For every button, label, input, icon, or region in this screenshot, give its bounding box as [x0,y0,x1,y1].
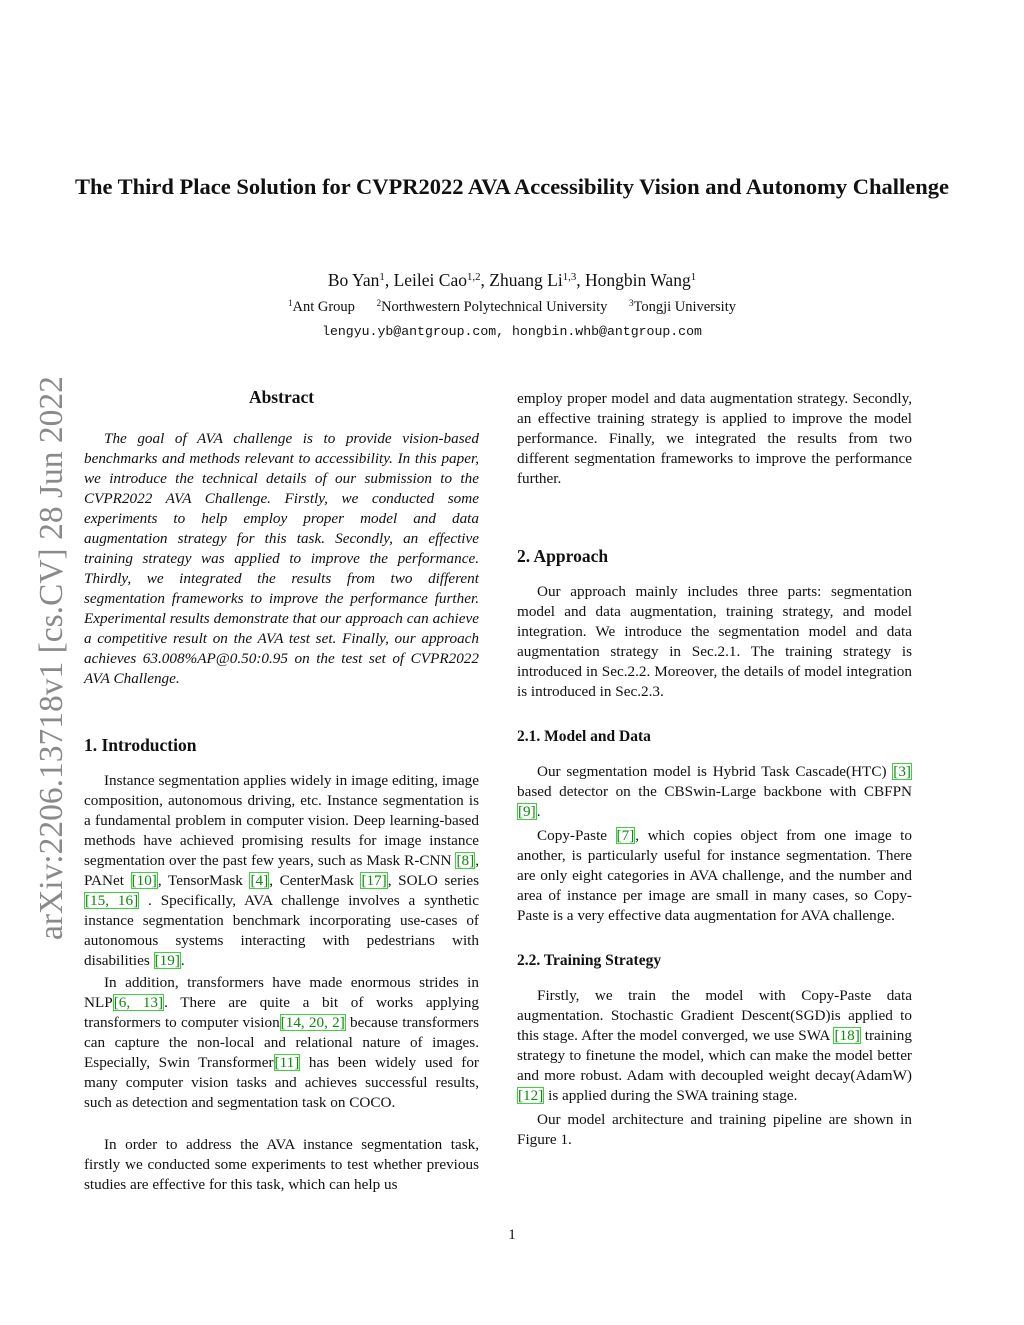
approach-paragraph: Our approach mainly includes three parts: segmentation model and data augmentation, training strategy, and model integration. We introduce the segmentation model and data augmentation strategy in Sec.2.1. The training strategy is introduced in Sec.2.2. Moreover, the details of model integration is introduced in Sec.2.3. [517,583,912,700]
abstract-heading: Abstract [248,387,315,407]
left-column [84,385,479,1195]
affiliation [377,299,608,315]
text-run: because transformers can capture the non-local and relational nature of images. Especially, Swin Transformer [84,1014,479,1071]
author-affil-sup: 1,2 [466,271,481,284]
affiliation-sup: 3 [629,298,634,309]
author-name: Hongbin Wang [585,270,691,290]
citation-link[interactable]: [10] [131,872,157,889]
author-emails: lengyu.yb@antgroup.com, hongbin.whb@antgroup.com [322,324,702,339]
text-run: training strategy to finetune the model, which can make the model better and more robust. Adam with decoupled weight decay(AdamW) [517,1027,912,1084]
citation-link[interactable]: [6, 13] [113,994,164,1011]
text-run: Copy-Paste [537,827,616,844]
text-run: . [180,952,185,969]
page-number: 1 [508,1227,516,1243]
author-name: Zhuang Li [489,270,563,290]
author-affil-sup: 1 [379,271,385,284]
citation-link[interactable]: [7] [616,827,635,844]
subsection-heading-model-data: 2.1. Model and Data [517,728,651,745]
intro-paragraph-1 [84,771,479,971]
text-run: . [536,803,541,820]
citation-link[interactable]: [17] [361,872,387,889]
text-run: . Specifically, AVA challenge involves a synthetic instance segmentation benchmark incorporating use-cases of autonomous systems interacting with pedestrians with disabilities [84,892,479,969]
citation-link[interactable]: [8] [456,852,475,869]
intro-paragraph-continued: employ proper model and data augmentation strategy. Secondly, an effective training strategy is applied to improve the model performance. Finally, we integrated the results from two different segmentation frameworks to improve the performance further. [517,390,912,487]
citation-link[interactable]: [14, 20, 2] [280,1014,345,1031]
paper-title: The Third Place Solution for CVPR2022 AVA Accessibility Vision and Autonomy Challenge [74,174,950,199]
arxiv-identifier: arXiv:2206.13718v1 [cs.CV] 28 Jun 2022 [33,376,70,940]
author-affil-sup: 1,3 [562,271,577,284]
subsection-heading-training-strategy: 2.2. Training Strategy [517,952,662,969]
section-heading-approach: 2. Approach [517,546,609,566]
citation-link[interactable]: [19] [154,952,180,969]
text-run: is applied during the SWA training stage. [544,1087,798,1104]
text-run: has been widely used for many computer vision tasks and achieves successful results, such as detection and segmentation task on COCO. [84,1054,479,1111]
training-strategy-paragraph-2: Our model architecture and training pipeline are shown in Figure 1. [517,1111,912,1148]
text-run: Our segmentation model is Hybrid Task Cascade(HTC) [537,763,893,780]
section-heading-introduction: 1. Introduction [84,735,197,755]
citation-link[interactable]: [11] [274,1054,300,1071]
citation-link[interactable]: [9] [518,803,536,820]
affiliation [288,299,355,315]
model-data-paragraph-2 [517,826,912,926]
author-name: Bo Yan [327,270,380,290]
affiliation-sup: 1 [288,298,293,309]
text-run: , TensorMask [157,872,250,889]
text-run: Instance segmentation applies widely in image editing, image composition, autonomous driving, etc. Instance segmentation is a fundamental problem in computer vision. Deep learning-based methods have achieved promising results for image instance segmentation over the past few years, such as Mask R-CNN [84,772,479,869]
text-run: In addition, transformers have made enormous strides in NLP [84,974,479,1011]
affiliation-sup: 2 [376,298,382,309]
citation-link[interactable]: [15, 16] [85,892,139,909]
citation-link[interactable]: [18] [834,1027,860,1044]
author-affil-sup: 1 [690,271,697,284]
model-data-paragraph-1 [517,762,912,822]
affiliation [629,299,736,315]
affiliation-name: Tongji University [633,299,736,315]
text-run: based detector on the CBSwin-Large backbone with CBFPN [517,783,912,800]
affiliation-name: Ant Group [292,299,355,315]
training-strategy-paragraph-1 [517,986,912,1106]
abstract-text: The goal of AVA challenge is to provide vision-based benchmarks and methods relevant to accessibility. In this paper, we introduce the technical details of our submission to the CVPR2022 AVA Challenge. Firstly, we conducted some experiments to help employ proper model and data augmentation strategy for this task. Secondly, an effective training strategy was applied to improve the performance. Thirdly, we integrated the results from two different segmentation frameworks to improve the performance further. Experimental results demonstrate that our approach can achieve a competitive result on the AVA test set. Finally, our approach achieves 63.008%AP@0.50:0.95 on the test set of CVPR2022 AVA Challenge. [84,430,479,687]
text-run: . There are quite a bit of works applying transformers to computer vision [84,994,479,1031]
citation-link[interactable]: [4] [250,872,269,889]
author-name: Leilei Cao [393,270,467,290]
intro-paragraph-2 [84,973,479,1113]
citation-link[interactable]: [3] [893,763,911,780]
text-run: , SOLO series [387,872,479,889]
text-run: , CenterMask [269,872,361,889]
right-column [517,389,912,1150]
intro-paragraph-3: In order to address the AVA instance segmentation task, firstly we conducted some experiments to test whether previous studies are effective for this task, which can help us [84,1136,479,1193]
affiliation-list [0,297,1024,317]
text-run: , which copies object from one image to another, is particularly useful for instance segmentation. There are only eight categories in AVA challenge, and the number and area of instance per image are small in many cases, so Copy-Paste is a very effective data augmentation for AVA challenge. [517,827,912,924]
citation-link[interactable]: [12] [518,1087,544,1104]
author-list: Bo Yan$^1$, Leilei Cao$^{1,2}$, Zhuang Li$^{1,3}$, Hongbin Wang$^1$ [327,270,697,290]
text-run: Firstly, we train the model with Copy-Paste data augmentation. Stochastic Gradient Descent(SGD)is applied to this stage. After the model converged, we use SWA [517,987,912,1044]
affiliation-name: Northwestern Polytechnical University [381,299,608,315]
text-run: , PANet [84,852,479,889]
